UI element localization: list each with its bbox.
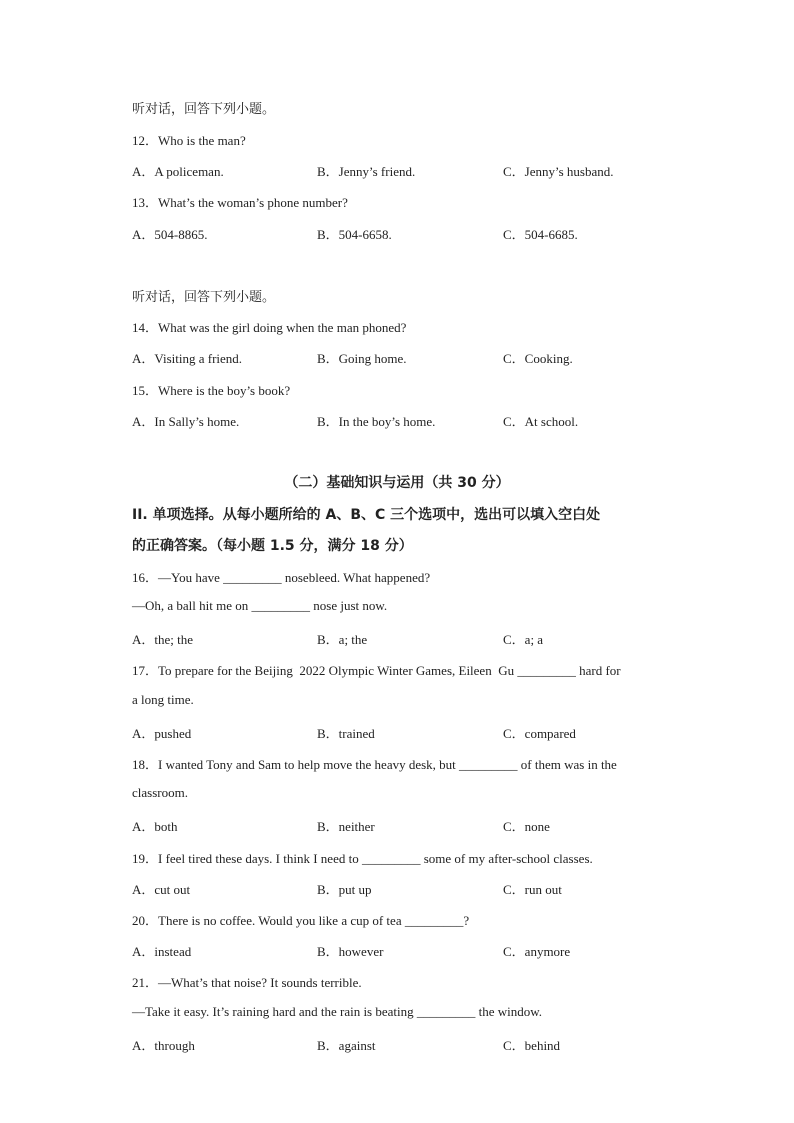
option-c: C．none (503, 819, 550, 834)
option-b: B．In the boy’s home. (317, 414, 436, 429)
option-a: A．504-8865. (132, 227, 208, 242)
part-instruction-line2: 的正确答案。（每小题 1.5 分，满分 18 分） (132, 538, 413, 554)
option-c: C．504-6685. (503, 227, 578, 242)
question-20: 20．There is no coffee. Would you like a cup of tea _________? (132, 913, 470, 928)
option-a: A．both (132, 819, 178, 834)
option-b: B．504-6658. (317, 227, 392, 242)
instruction-1: 听对话，回答下列小题。 (132, 102, 276, 117)
option-b: B．Jenny’s friend. (317, 164, 416, 179)
part-instruction-line1: II. 单项选择。从每小题所给的 A、B、C 三个选项中，选出可以填入空白处 (132, 507, 601, 523)
option-c: C．Jenny’s husband. (503, 164, 614, 179)
question-16: 16．—You have _________ nosebleed. What happened? (132, 570, 431, 585)
option-a: A．pushed (132, 726, 192, 741)
question-21: 21．—What’s that noise? It sounds terrible. (132, 975, 362, 990)
instruction-2: 听对话，回答下列小题。 (132, 290, 276, 305)
question-21-line2: —Take it easy. It’s raining hard and the rain is beating _________ the window. (132, 1004, 543, 1019)
question-17-line2: a long time. (132, 692, 194, 707)
option-c: C．anymore (503, 944, 571, 959)
question-14: 14．What was the girl doing when the man phoned? (132, 320, 407, 335)
question-17: 17．To prepare for the Beijing 2022 Olympic Winter Games, Eileen Gu _________ hard for (132, 663, 621, 678)
option-a: A．A policeman. (132, 164, 224, 179)
option-a: A．instead (132, 944, 192, 959)
option-a: A．Visiting a friend. (132, 351, 243, 366)
question-18-line2: classroom. (132, 785, 188, 800)
option-c: C．compared (503, 726, 576, 741)
question-12: 12．Who is the man? (132, 133, 246, 148)
question-19: 19．I feel tired these days. I think I need to _________ some of my after-school classes. (132, 851, 593, 866)
option-a: A．the; the (132, 632, 194, 647)
section-title: （二）基础知识与运用（共 30 分） (284, 475, 510, 491)
option-c: C．a; a (503, 632, 544, 647)
option-b: B．neither (317, 819, 375, 834)
option-c: C．behind (503, 1038, 561, 1053)
option-c: C．At school. (503, 414, 579, 429)
question-15: 15．Where is the boy’s book? (132, 383, 291, 398)
option-b: B．against (317, 1038, 376, 1053)
option-b: B．however (317, 944, 384, 959)
option-b: B．trained (317, 726, 375, 741)
option-a: A．cut out (132, 882, 191, 897)
option-a: A．In Sally’s home. (132, 414, 240, 429)
option-b: B．Going home. (317, 351, 407, 366)
option-c: C．Cooking. (503, 351, 573, 366)
option-b: B．a; the (317, 632, 368, 647)
question-18: 18．I wanted Tony and Sam to help move the heavy desk, but _________ of them was in the (132, 757, 617, 772)
option-b: B．put up (317, 882, 372, 897)
option-a: A．through (132, 1038, 195, 1053)
option-c: C．run out (503, 882, 562, 897)
question-16-line2: —Oh, a ball hit me on _________ nose just now. (132, 598, 388, 613)
question-13: 13．What’s the woman’s phone number? (132, 195, 348, 210)
